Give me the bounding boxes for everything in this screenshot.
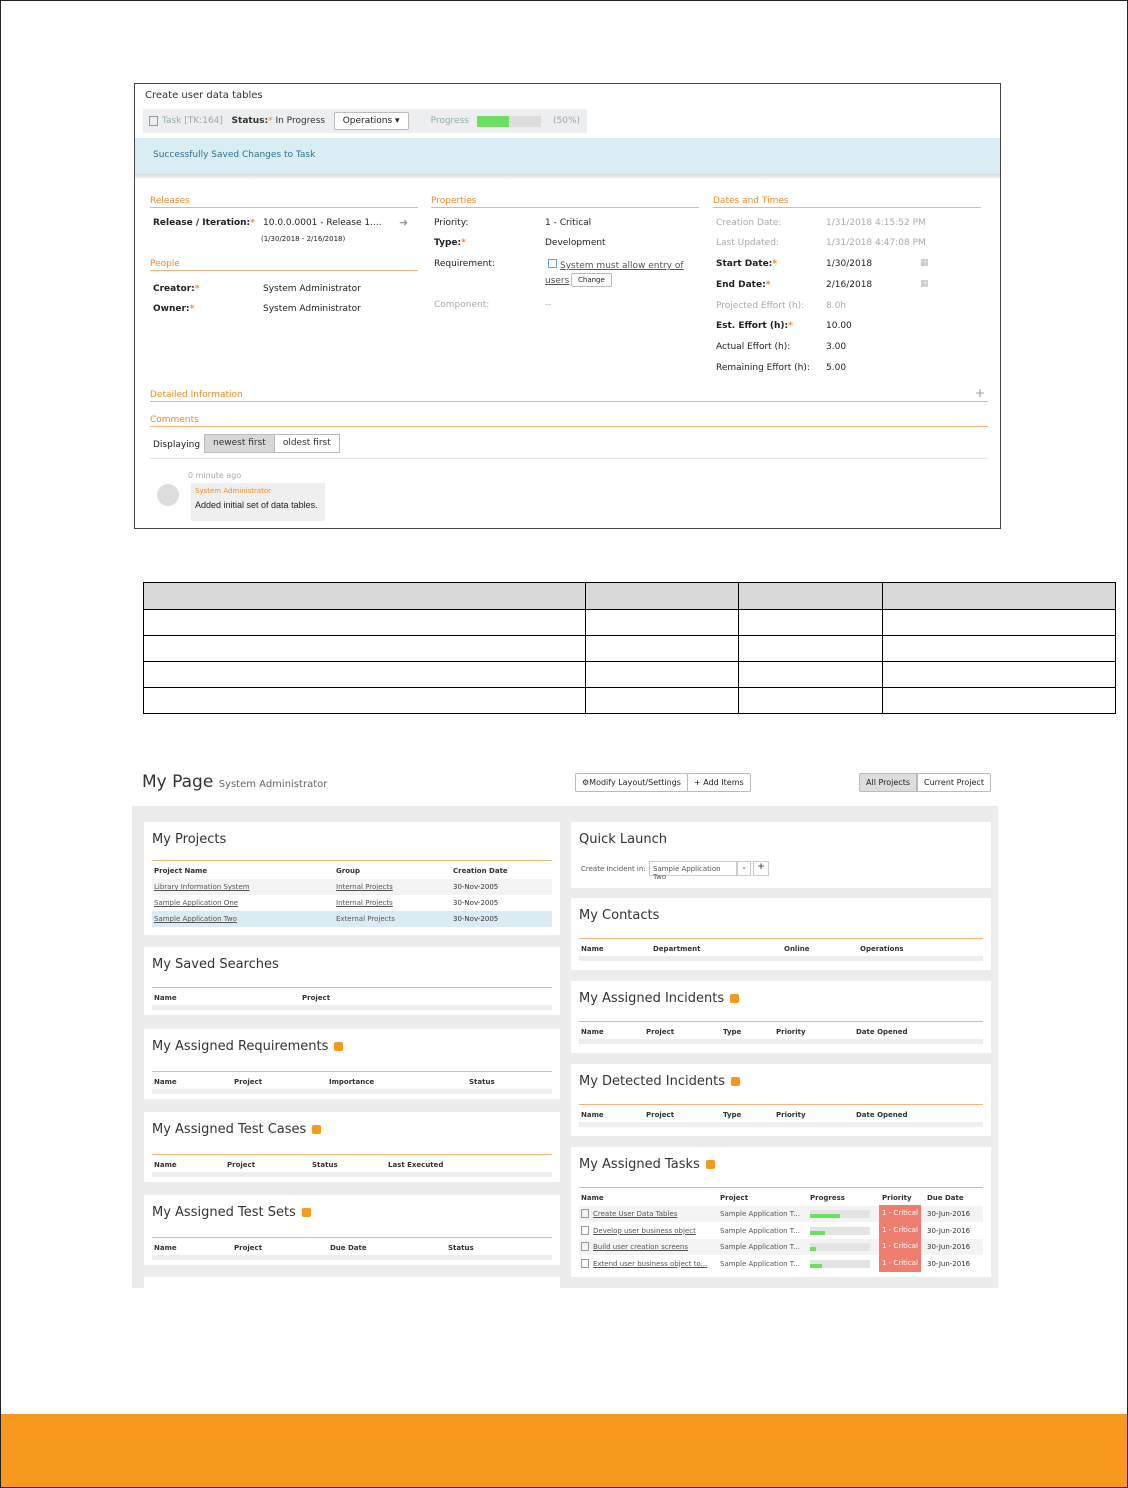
priority-label: Priority:	[434, 218, 469, 228]
table-row	[144, 636, 1116, 662]
create-incident-label: Create Incident in:	[581, 865, 646, 873]
widget-title: My Detected Incidents	[579, 1074, 740, 1089]
expand-plus-icon[interactable]: +	[975, 386, 986, 400]
table-row[interactable]: Sample Application Two External Projects 30-Nov-2005	[152, 911, 552, 927]
creator-value[interactable]: System Administrator	[263, 284, 361, 294]
widget-title: My Assigned Test Cases	[152, 1122, 321, 1137]
rss-icon[interactable]	[730, 994, 739, 1003]
contacts-header: Name Department Online Operations	[579, 938, 983, 956]
widget-title: My Saved Searches	[152, 957, 279, 972]
table-row	[144, 610, 1116, 636]
actual-effort-label: Actual Effort (h):	[716, 342, 791, 352]
priority-badge: 1 - Critical	[879, 1205, 921, 1222]
empty-row	[152, 1255, 552, 1260]
requirement-label: Requirement:	[434, 259, 495, 269]
ainc-header: Name Project Type Priority Date Opened	[579, 1021, 983, 1039]
operations-button[interactable]: Operations ▾	[334, 112, 409, 130]
status-value[interactable]: In Progress	[275, 116, 326, 126]
requirement-link[interactable]: System must allow entry of	[548, 259, 684, 271]
tasks-header: Name Project Progress Priority Due Date	[579, 1187, 983, 1205]
widget-title: My Assigned Tasks	[579, 1157, 715, 1172]
page-title: My Page System Administrator	[142, 772, 328, 792]
widget-partial	[144, 1277, 560, 1288]
task-details-panel	[134, 83, 1001, 529]
start-calendar-icon[interactable]: ▦	[920, 258, 929, 268]
widget-contacts	[571, 898, 991, 970]
reqs-header: Name Project Importance Status	[152, 1071, 552, 1089]
progress-percent: (50%)	[552, 116, 581, 126]
task-icon	[149, 116, 158, 126]
task-progress-bar	[810, 1243, 870, 1251]
add-items-button[interactable]: + Add Items	[687, 773, 751, 792]
widget-title: My Assigned Test Sets	[152, 1205, 311, 1220]
component-value[interactable]: --	[545, 300, 552, 310]
comment-time: 0 minute ago	[188, 471, 242, 480]
task-name-link[interactable]: Build user creation screens	[593, 1243, 689, 1251]
end-date-value[interactable]: 2/16/2018	[826, 280, 873, 290]
start-date-label: Start Date:*	[716, 259, 777, 269]
creator-label: Creator:*	[153, 284, 200, 294]
chevron-down-icon[interactable]: ⌄	[737, 861, 751, 876]
task-progress-bar	[810, 1260, 870, 1268]
avatar	[157, 484, 179, 506]
displaying-label: Displaying	[153, 440, 201, 450]
dinc-header: Name Project Type Priority Date Opened	[579, 1104, 983, 1122]
last-updated-value: 1/31/2018 4:47:08 PM	[826, 238, 926, 248]
rss-icon[interactable]	[731, 1077, 740, 1086]
empty-row	[579, 956, 983, 961]
rss-icon[interactable]	[312, 1125, 321, 1134]
task-due-date: 30-Jun-2016	[927, 1210, 971, 1218]
remaining-effort-value: 5.00	[826, 363, 847, 373]
task-icon	[581, 1242, 589, 1251]
empty-row	[152, 1172, 552, 1177]
owner-label: Owner:*	[153, 304, 195, 314]
empty-row	[152, 1005, 552, 1010]
task-project: Sample Application T...	[720, 1259, 800, 1268]
widget-quick-launch	[571, 822, 991, 888]
release-dates: (1/30/2018 - 2/16/2018)	[261, 235, 346, 243]
alert-shadow	[135, 174, 1000, 180]
actual-effort-value[interactable]: 3.00	[826, 342, 847, 352]
widget-title: My Assigned Incidents	[579, 991, 739, 1006]
create-incident-button[interactable]: +	[753, 861, 769, 876]
widget-assigned-test-cases	[144, 1112, 560, 1182]
est-effort-label: Est. Effort (h):*	[716, 321, 793, 331]
success-alert: Successfully Saved Changes to Task	[135, 138, 1000, 174]
task-due-date: 30-Jun-2016	[927, 1243, 971, 1251]
widget-title: Quick Launch	[579, 832, 667, 847]
widget-assigned-tasks	[571, 1147, 991, 1277]
requirement-link-cont[interactable]: users	[545, 276, 570, 286]
change-requirement-button[interactable]: Change	[571, 273, 612, 287]
priority-badge: 1 - Critical	[879, 1238, 921, 1255]
table-row[interactable]: Library Information System Internal Projects 30-Nov-2005	[152, 879, 552, 895]
task-project: Sample Application T...	[720, 1243, 800, 1251]
task-name-link[interactable]: Create User Data Tables	[593, 1210, 678, 1218]
section-comments: Comments	[150, 415, 988, 427]
end-calendar-icon[interactable]: ▦	[920, 279, 929, 289]
task-due-date: 30-Jun-2016	[927, 1259, 971, 1268]
widget-saved-searches	[144, 947, 560, 1015]
projected-effort-value: 8.0h	[826, 301, 847, 311]
widget-assigned-requirements	[144, 1029, 560, 1099]
table-row[interactable]	[579, 1256, 983, 1272]
release-label: Release / Iteration:*	[153, 218, 255, 228]
projected-effort-label: Projected Effort (h):	[716, 301, 805, 311]
my-page	[132, 770, 998, 1288]
widget-title: My Assigned Requirements	[152, 1039, 343, 1054]
all-projects-toggle[interactable]: All Projects	[859, 773, 917, 792]
comment-author[interactable]: System Administrator	[195, 487, 272, 495]
task-title[interactable]: Create user data tables	[145, 90, 263, 101]
owner-value[interactable]: System Administrator	[263, 304, 361, 314]
status-label: Status:	[231, 116, 269, 126]
tcs-header: Name Project Status Last Executed	[152, 1154, 552, 1172]
empty-row	[579, 1122, 983, 1127]
task-toolbar: Task [TK:164] Status: * In Progress Operations ▾ Progress (50%)	[143, 109, 587, 133]
table-row	[144, 662, 1116, 688]
widget-title: My Contacts	[579, 908, 660, 923]
priority-badge: 1 - Critical	[879, 1222, 921, 1239]
artifact-id: [TK:164]	[184, 116, 223, 126]
rss-icon[interactable]	[302, 1208, 311, 1217]
release-value[interactable]: 10.0.0.0001 - Release 1....	[263, 218, 382, 228]
newest-first-button[interactable]: newest first	[204, 434, 275, 453]
task-progress-bar	[810, 1210, 870, 1218]
sort-toggle	[204, 434, 340, 453]
table-row[interactable]	[579, 1239, 983, 1255]
comment-bubble	[191, 483, 325, 521]
widget-my-projects	[144, 822, 560, 935]
task-project: Sample Application T...	[720, 1210, 800, 1218]
end-date-label: End Date:*	[716, 280, 771, 290]
widget-detected-incidents	[571, 1064, 991, 1136]
requirement-icon	[548, 259, 557, 268]
last-updated-label: Last Updated:	[716, 238, 779, 248]
table-row[interactable]: Sample Application One Internal Projects 30-Nov-2005	[154, 899, 499, 907]
artifact-label: Task	[162, 116, 182, 126]
saved-header: Name Project	[152, 987, 552, 1005]
task-icon	[581, 1209, 589, 1218]
priority-badge: 1 - Critical	[879, 1255, 921, 1272]
task-icon	[581, 1226, 589, 1235]
progress-label: Progress	[430, 116, 469, 126]
empty-row	[579, 1039, 983, 1044]
rss-icon[interactable]	[334, 1042, 343, 1051]
comment-text: Added initial set of data tables.	[195, 500, 318, 510]
priority-value[interactable]: 1 - Critical	[545, 218, 592, 228]
table-row	[144, 688, 1116, 714]
task-project: Sample Application T...	[720, 1226, 800, 1235]
project-select[interactable]: Sample Application Two	[649, 861, 737, 876]
comments-divider	[150, 458, 988, 459]
empty-row	[152, 1089, 552, 1094]
release-arrow-icon[interactable]: ➜	[399, 216, 409, 229]
task-progress-bar	[810, 1227, 870, 1235]
type-value[interactable]: Development	[545, 238, 606, 248]
start-date-value[interactable]: 1/30/2018	[826, 259, 873, 269]
rss-icon[interactable]	[706, 1160, 715, 1169]
widget-assigned-incidents	[571, 981, 991, 1053]
progress-bar	[477, 116, 541, 127]
creation-date-value: 1/31/2018 4:15:52 PM	[826, 218, 926, 228]
table-header-row	[144, 583, 1116, 610]
section-detailed-information[interactable]: Detailed Information	[150, 390, 988, 402]
section-properties: Properties	[431, 196, 699, 208]
component-label: Component:	[434, 300, 490, 310]
modify-layout-button[interactable]: ⚙Modify Layout/Settings	[575, 773, 688, 792]
section-people: People	[150, 259, 418, 271]
projects-header: Project Name Group Creation Date	[152, 860, 552, 878]
section-dates: Dates and Times	[713, 196, 981, 208]
creation-date-label: Creation Date:	[716, 218, 782, 228]
task-name-link[interactable]: Extend user business object to...	[593, 1259, 708, 1268]
widget-title: My Projects	[152, 832, 227, 847]
page-user: System Administrator	[218, 779, 328, 790]
empty-table	[143, 582, 1116, 714]
table-row[interactable]	[579, 1223, 983, 1239]
plus-icon: +	[694, 778, 704, 787]
task-icon	[581, 1259, 589, 1268]
task-due-date: 30-Jun-2016	[927, 1226, 971, 1235]
oldest-first-button[interactable]: oldest first	[275, 434, 340, 453]
remaining-effort-label: Remaining Effort (h):	[716, 363, 810, 373]
table-row[interactable]	[579, 1206, 983, 1222]
gear-icon: ⚙	[582, 778, 590, 787]
est-effort-value[interactable]: 10.00	[826, 321, 852, 331]
type-label: Type:*	[434, 238, 466, 248]
task-name-link[interactable]: Develop user business object	[593, 1226, 696, 1235]
current-project-toggle[interactable]: Current Project	[917, 773, 991, 792]
tsets-header: Name Project Due Date Status	[152, 1237, 552, 1255]
widget-assigned-test-sets	[144, 1195, 560, 1265]
section-releases: Releases	[150, 196, 418, 208]
footer-bar	[1, 1414, 1127, 1487]
